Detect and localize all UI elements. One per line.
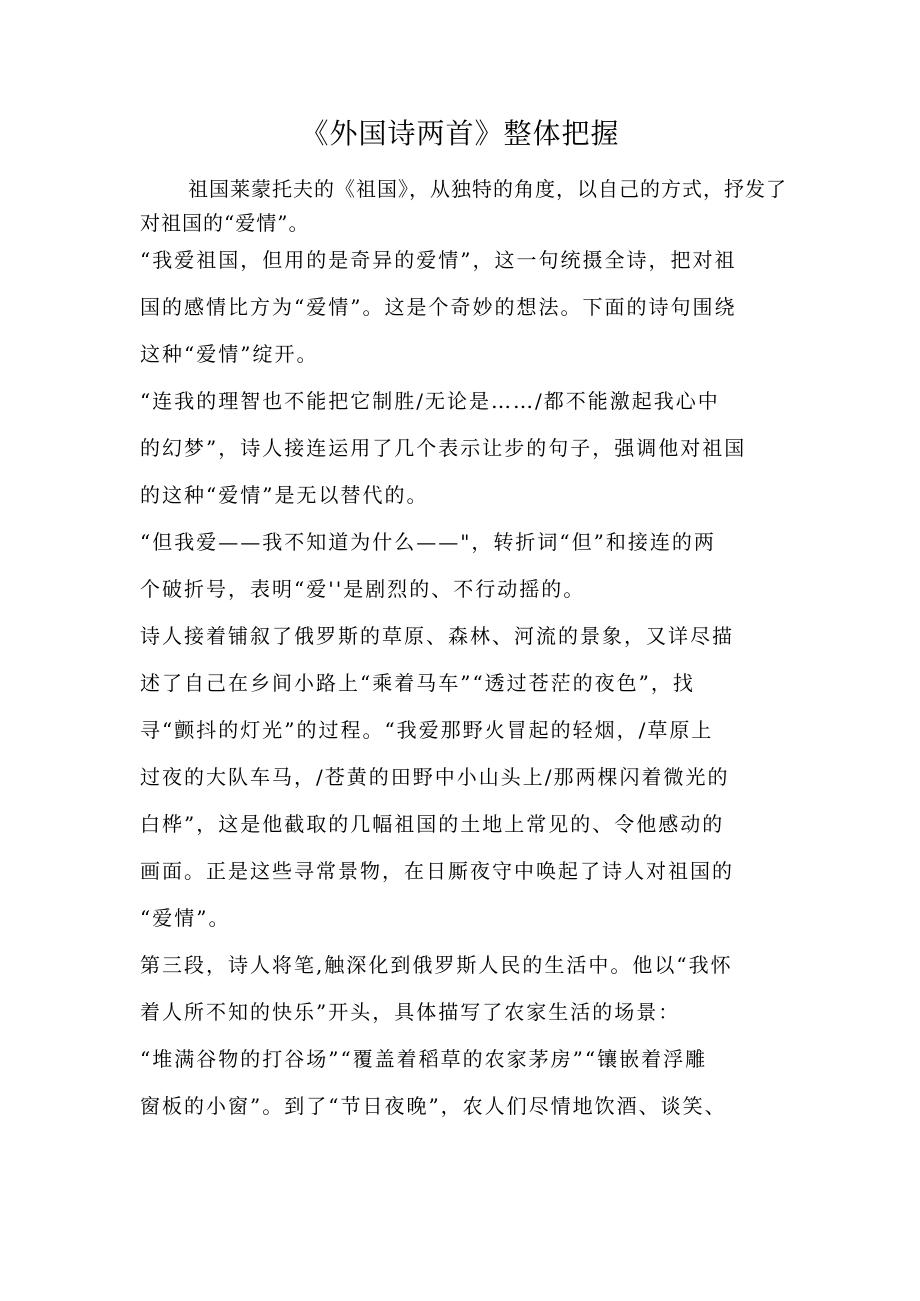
- text-line: 的幻梦”，诗人接连运用了几个表示让步的句子，强调他对祖国: [140, 436, 747, 460]
- text-line: 着人所不知的快乐”开头，具体描写了农家生活的场景：: [140, 1000, 681, 1024]
- text-line: 诗人接着铺叙了俄罗斯的草原、森林、河流的景象，又详尽描: [140, 624, 734, 648]
- text-line: 的这种“爱情”是无以替代的。: [140, 483, 429, 507]
- text-line: “堆满谷物的打谷场”“覆盖着稻草的农家茅房”“镶嵌着浮雕: [140, 1047, 708, 1071]
- text-line: “我爱祖国，但用的是奇异的爱情”，这一句统摄全诗，把对祖: [140, 248, 737, 272]
- text-line: 个破折号，表明“爱''是剧烈的、不行动摇的。: [140, 577, 586, 601]
- intro-paragraph: 祖国莱蒙托夫的《祖国》，从独特的角度，以自己的方式，抒发了对祖国的“爱情”。: [140, 177, 787, 235]
- text-line: 画面。正是这些寻常景物，在日厮夜守中唤起了诗人对祖国的: [140, 859, 734, 883]
- text-line: 过夜的大队车马，/苍黄的田野中小山头上/那两棵闪着微光的: [140, 765, 730, 789]
- text-line: 国的感情比方为“爱情”。这是个奇妙的想法。下面的诗句围绕: [140, 295, 737, 319]
- text-line: 白桦”，这是他截取的几幅祖国的土地上常见的、令他感动的: [140, 812, 725, 836]
- text-line: 寻“颤抖的灯光”的过程。“我爱那野火冒起的轻烟，/草原上: [140, 718, 714, 742]
- text-line: “连我的理智也不能把它制胜/无论是……/都不能激起我心中: [140, 389, 720, 413]
- text-line: 窗板的小窗”。到了“节日夜晚”，农人们尽情地饮酒、谈笑、: [140, 1094, 727, 1118]
- text-line: 述了自己在乡间小路上“乘着马车”“透过苍茫的夜色”，找: [140, 671, 695, 695]
- text-line: “但我爱——我不知道为什么——"，转折词“但”和接连的两: [140, 530, 716, 554]
- text-line: 第三段，诗人将笔,触深化到俄罗斯人民的生活中。他以“我怀: [140, 953, 733, 977]
- text-line: 这种“爱情”绽开。: [140, 342, 319, 366]
- document-title: 《外国诗两首》整体把握: [300, 117, 620, 150]
- text-line: “爱情”。: [140, 906, 231, 930]
